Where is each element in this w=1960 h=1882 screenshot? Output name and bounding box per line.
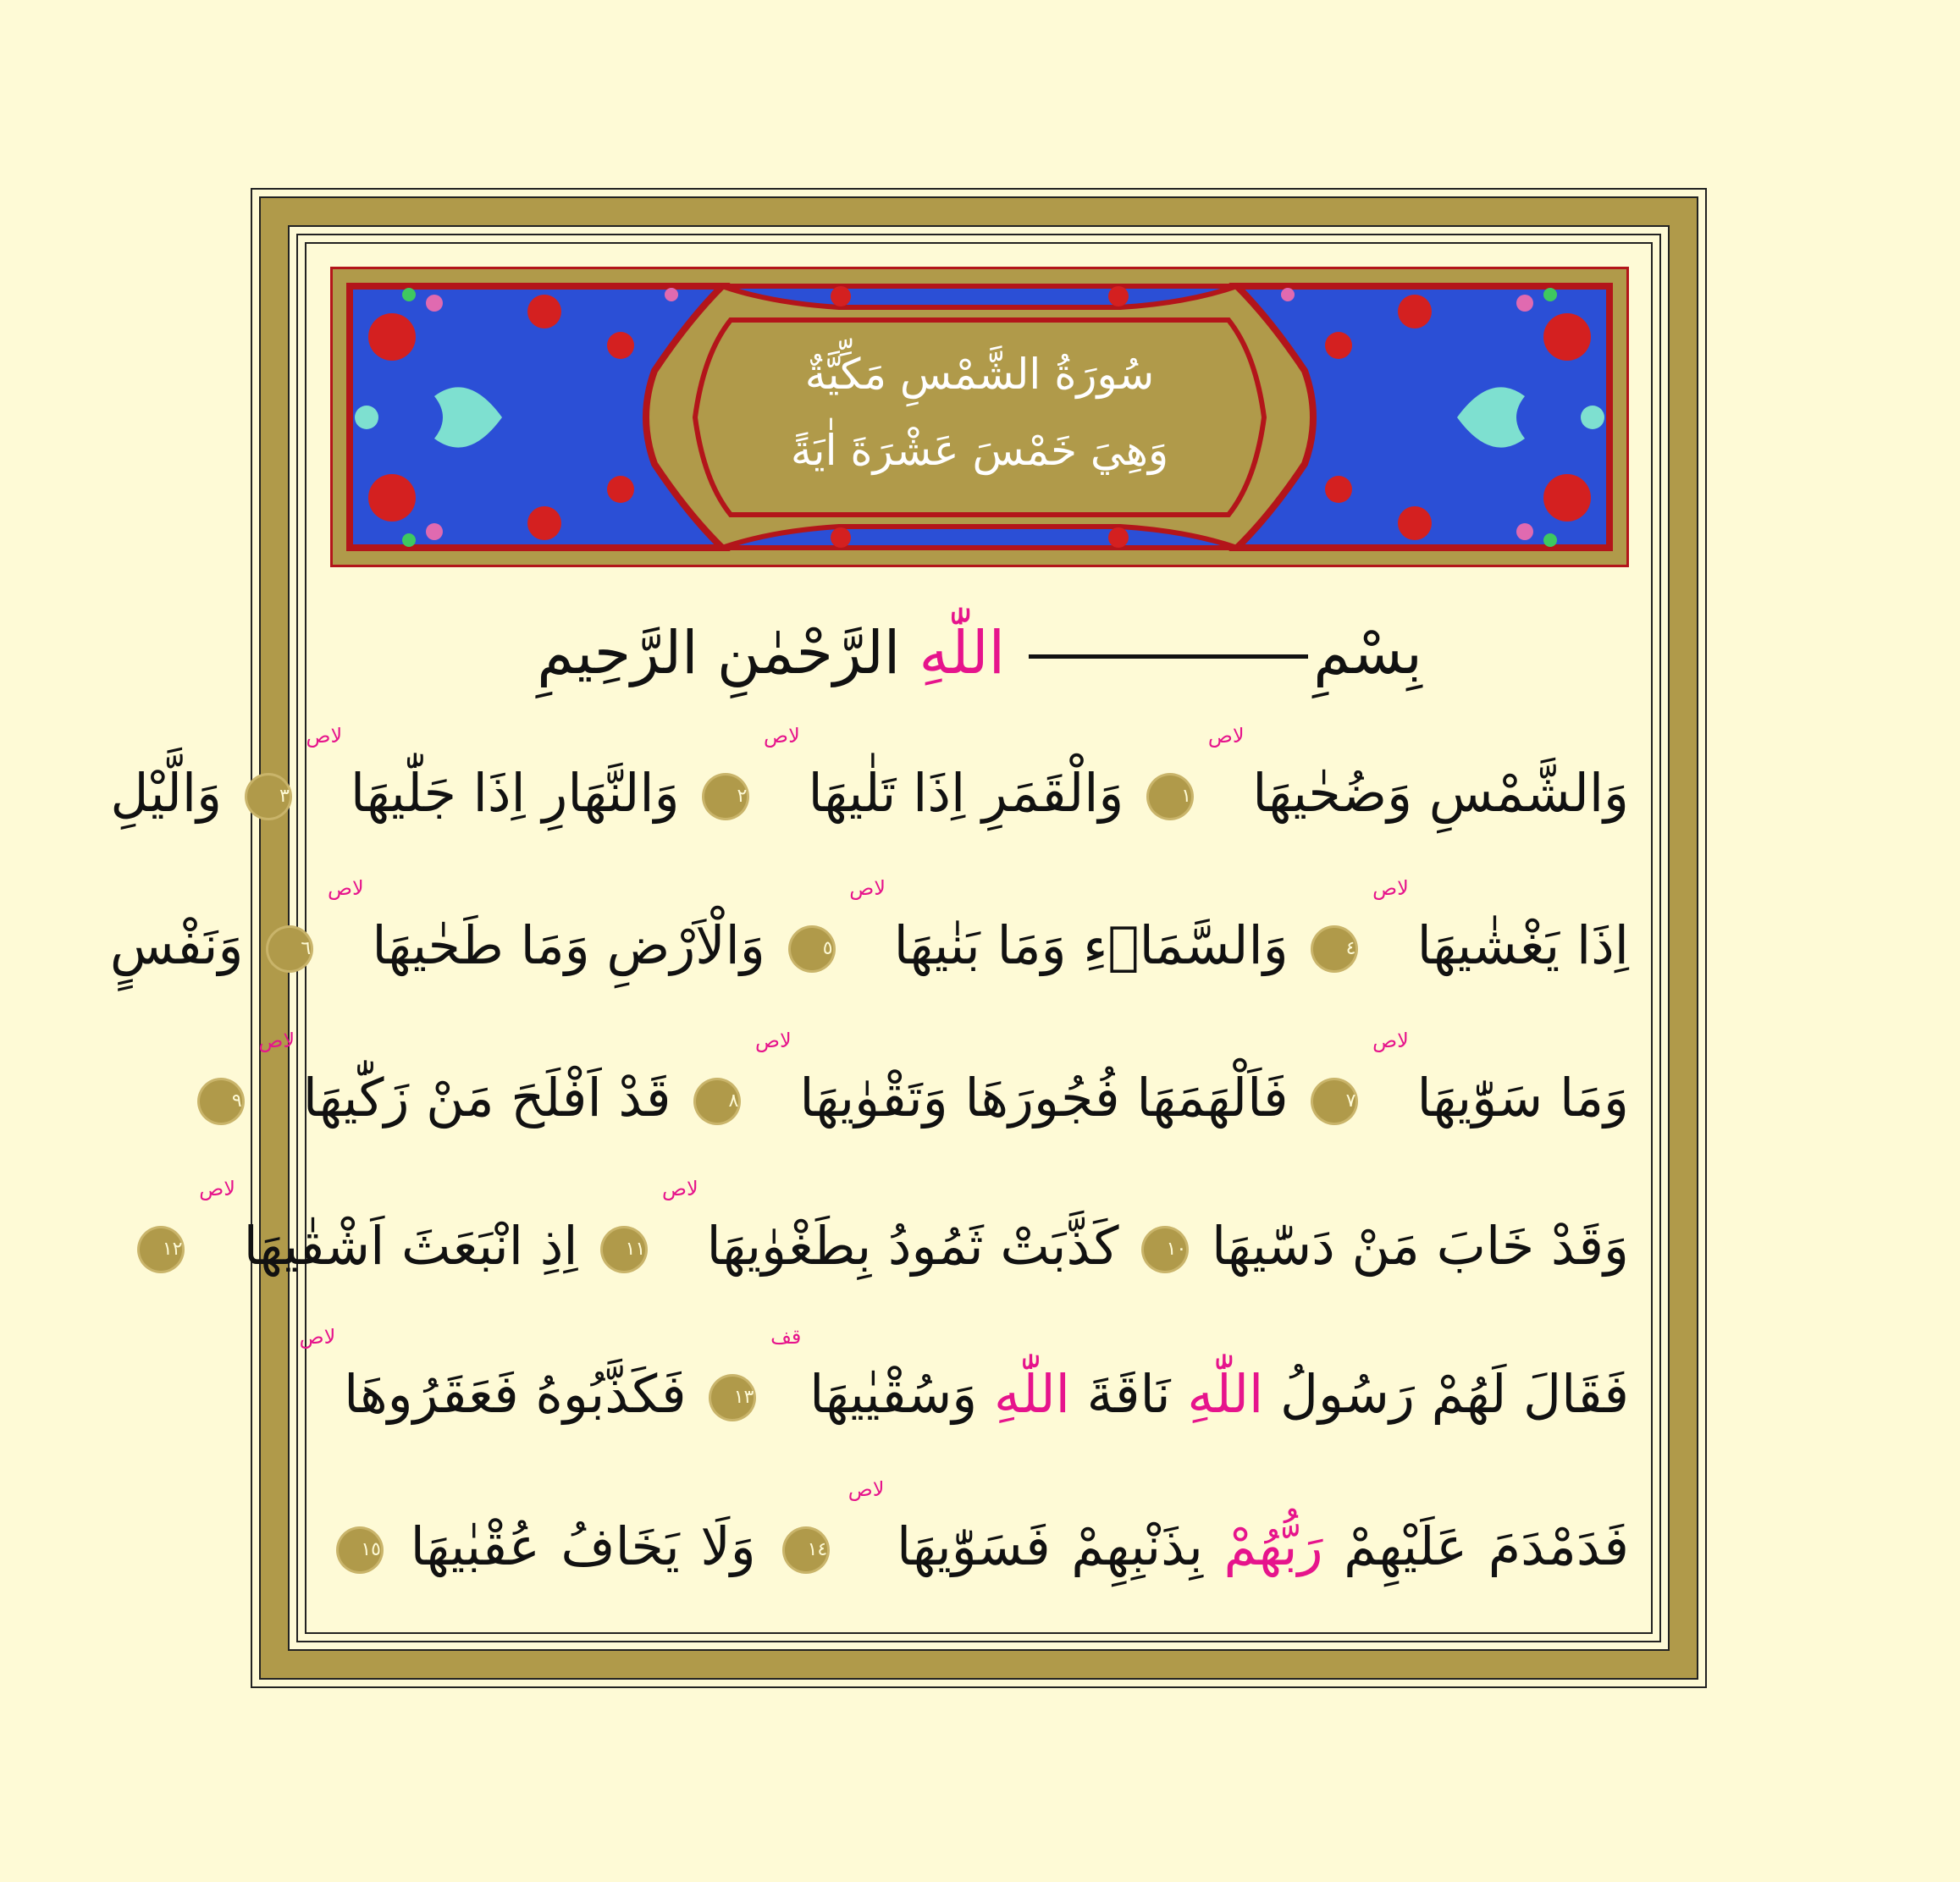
verse-text: وَلَا يَخَافُ عُقْبٰيهَا: [410, 1515, 756, 1577]
ayah-marker-3: ٣: [247, 775, 290, 818]
ayah-marker-7: ٧: [1313, 1080, 1355, 1123]
verse-line-5: [299, 1325, 1629, 1425]
pause-mark: لاص: [764, 724, 800, 748]
pause-mark: لاص: [1372, 1029, 1409, 1052]
divine-name: رَبُّهُمْ: [1223, 1515, 1323, 1577]
verse-text: وَالْاَرْضِ وَمَا طَحٰيهَا: [372, 914, 765, 976]
verse-text: وَقَدْ خَابَ مَنْ دَسّٰيهَا: [1212, 1215, 1629, 1277]
verse-text: فَدَمْدَمَ عَلَيْهِمْ: [1344, 1515, 1630, 1577]
pause-mark: لاص: [755, 1029, 792, 1052]
verse-text: بِذَنْبِهِمْ فَسَوّٰيهَا: [897, 1515, 1203, 1577]
ayah-marker-8: ٨: [696, 1080, 738, 1123]
verse-text: وَالَّيْلِ: [110, 762, 223, 824]
verse-text: وَنَفْسٍ: [109, 914, 244, 976]
pause-mark: لاص: [306, 724, 343, 748]
ayah-marker-15: ١٥: [339, 1529, 381, 1571]
pause-mark: لاص: [849, 876, 886, 900]
verse-line-2: [109, 876, 1629, 976]
verse-text: فَاَلْهَمَهَا فُجُورَهَا وَتَقْوٰيهَا: [799, 1067, 1289, 1129]
basmala-rahman: الرَّحْمٰنِ: [716, 618, 901, 687]
pause-mark: لاص: [847, 1477, 885, 1501]
divine-name: اللّٰهِ: [1187, 1363, 1264, 1425]
ayah-marker-4: ٤: [1313, 928, 1355, 970]
stop-mark: قف: [770, 1325, 802, 1349]
ayah-marker-12: ١٢: [140, 1228, 182, 1271]
ayah-marker-13: ١٣: [711, 1377, 754, 1419]
verse-line-4: [162, 1177, 1629, 1277]
pause-mark: لاص: [1207, 724, 1245, 748]
verse-text: وَمَا سَوّٰيهَا: [1416, 1067, 1629, 1129]
pause-mark: لاص: [327, 876, 364, 900]
ayah-marker-1: ١: [1149, 775, 1191, 818]
ayah-marker-2: ٢: [704, 775, 747, 818]
verse-text: اِذَا يَغْشٰيهَا: [1416, 914, 1629, 976]
verse-text: كَذَّبَتْ ثَمُودُ بِطَغْوٰيهَا: [706, 1215, 1119, 1277]
ayah-marker-9: ٩: [200, 1080, 242, 1123]
verse-line-3: [231, 1029, 1629, 1129]
basmala-rahim: الرَّحِيمِ: [537, 618, 698, 687]
basmala-allah: اللّٰهِ: [919, 618, 1006, 687]
ornament-illumination: [333, 269, 1626, 565]
verse-text: وَالسَّمَاۤءِ وَمَا بَنٰيهَا: [893, 914, 1289, 976]
basmala-bism: بِسْمِ: [1313, 618, 1422, 687]
verse-line-1: [110, 724, 1629, 824]
surah-title: سُورَةُ الشَّمْسِ مَكِّيَّةٌ: [804, 350, 1155, 399]
ayah-marker-10: ١٠: [1144, 1228, 1186, 1271]
verse-text: وَالشَّمْسِ وَضُحٰيهَا: [1252, 762, 1629, 824]
surah-subtitle: وَهِيَ خَمْسَ عَشْرَةَ اٰيَةً: [790, 426, 1169, 475]
verse-text: اِذِ انْبَعَثَ اَشْقٰيهَا: [243, 1215, 578, 1277]
basmala-line: [330, 618, 1629, 687]
divine-name: اللّٰهِ: [993, 1363, 1070, 1425]
pause-mark: لاص: [258, 1029, 295, 1052]
pause-mark: لاص: [299, 1325, 336, 1349]
pause-mark: لاص: [1372, 876, 1409, 900]
verse-text: فَكَذَّبُوهُ فَعَقَرُوهَا: [344, 1363, 687, 1425]
pause-mark: لاص: [662, 1177, 698, 1200]
verse-text: وَالنَّهَارِ اِذَا جَلّٰيهَا: [350, 762, 680, 824]
surah-header-panel: [330, 267, 1629, 567]
ayah-marker-5: ٥: [791, 928, 833, 970]
verse-text: قَدْ اَفْلَحَ مَنْ زَكّٰيهَا: [302, 1067, 671, 1129]
ayah-marker-14: ١٤: [785, 1529, 827, 1571]
verse-text: وَالْقَمَرِ اِذَا تَلٰيهَا: [808, 762, 1124, 824]
verse-text: وَسُقْيٰيهَا: [809, 1363, 978, 1425]
verse-text: فَقَالَ لَهُمْ رَسُولُ: [1279, 1363, 1629, 1425]
pause-mark: لاص: [199, 1177, 235, 1200]
verse-text: نَاقَةَ: [1086, 1363, 1171, 1425]
ayah-marker-11: ١١: [603, 1228, 645, 1271]
verse-line-6: [330, 1477, 1630, 1577]
ayah-marker-6: ٦: [268, 928, 311, 970]
kashida-stroke: [1029, 654, 1308, 659]
